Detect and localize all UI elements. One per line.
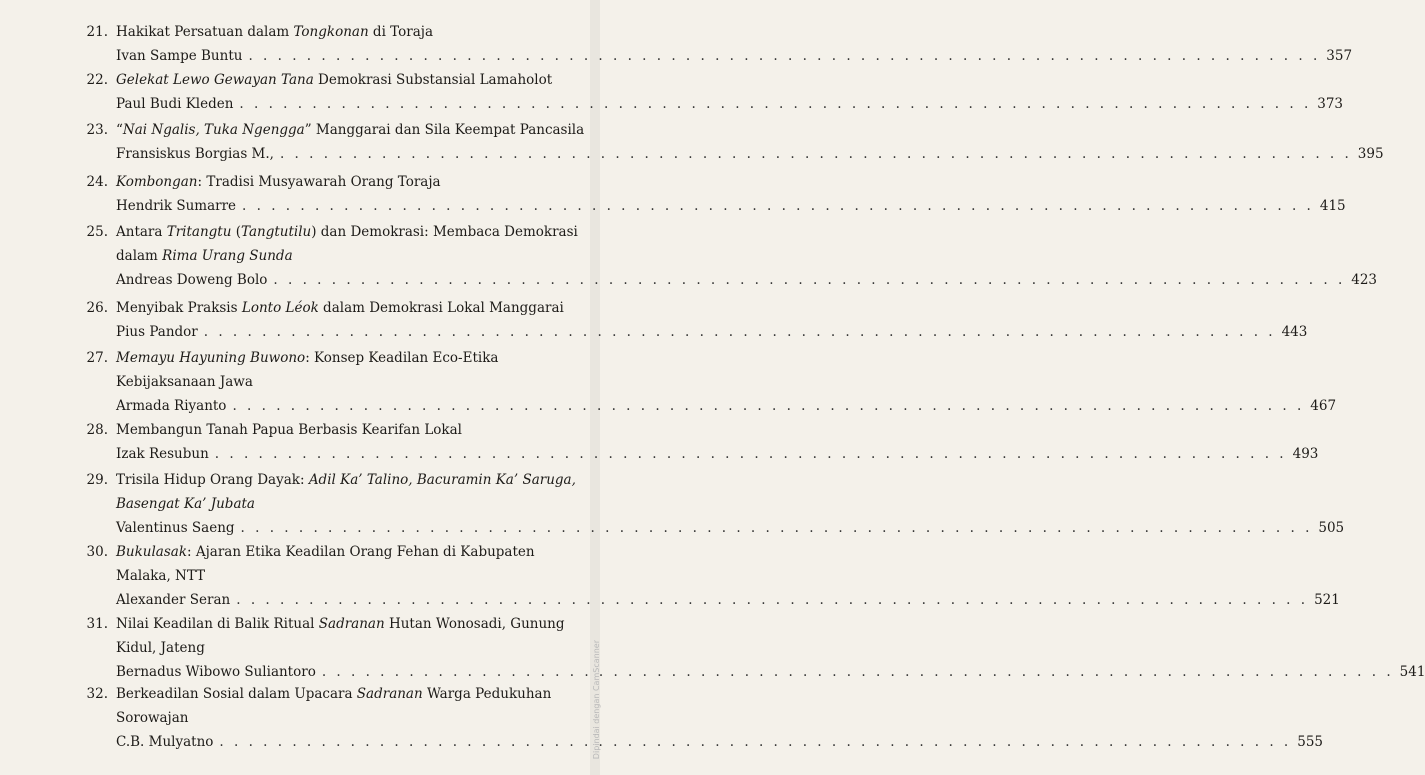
entry-author-line	[116, 660, 1425, 684]
author-name: C.B. Mulyatno	[116, 734, 214, 750]
page-number: 493	[1292, 446, 1319, 462]
page-number: 541	[1399, 664, 1425, 680]
page-number: 555	[1297, 734, 1324, 750]
entry-number: 27.	[86, 350, 108, 366]
page-number: 373	[1317, 96, 1344, 112]
entry-title-line: Gelekat Lewo Gewayan Tana Demokrasi Substansial Lamaholot	[116, 72, 553, 88]
entry-number: 24.	[86, 174, 108, 190]
entry-title-line-2: Malaka, NTT	[116, 568, 206, 584]
entry-title-line: Memayu Hayuning Buwono: Konsep Keadilan Eco-Etika	[116, 350, 499, 366]
entry-author-line	[116, 588, 1340, 612]
leader-dots	[215, 442, 1287, 466]
author-name: Fransiskus Borgias M.,	[116, 146, 274, 162]
entry-title-line-2: dalam Rima Urang Sunda	[116, 248, 293, 264]
entry-title-line: “Nai Ngalis, Tuka Ngengga” Manggarai dan Sila Keempat Pancasila	[116, 122, 585, 138]
author-name: Paul Budi Kleden	[116, 96, 234, 112]
entry-title-line-2: Kidul, Jateng	[116, 640, 205, 656]
entry-title-line: Menyibak Praksis Lonto Léok dalam Demokrasi Lokal Manggarai	[116, 300, 564, 316]
leader-dots	[242, 194, 1314, 218]
page-number: 467	[1310, 398, 1337, 414]
author-name: Izak Resubun	[116, 446, 209, 462]
entry-title-line: Trisila Hidup Orang Dayak: Adil Ka’ Talino, Bacuramin Ka’ Saruga,	[116, 472, 576, 488]
entry-number: 31.	[86, 616, 108, 632]
entry-title-line: Berkeadilan Sosial dalam Upacara Sadranan Warga Pedukuhan	[116, 686, 552, 702]
entry-author-line	[116, 92, 1344, 116]
entry-title-line: Membangun Tanah Papua Berbasis Kearifan Lokal	[116, 422, 462, 438]
page-number: 423	[1351, 272, 1378, 288]
author-name: Armada Riyanto	[116, 398, 227, 414]
page-number: 443	[1281, 324, 1308, 340]
author-name: Ivan Sampe Buntu	[116, 48, 243, 64]
entry-title-line: Antara Tritangtu (Tangtutilu) dan Demokrasi: Membaca Demokrasi	[116, 224, 578, 240]
leader-dots	[232, 394, 1304, 418]
leader-dots	[236, 588, 1308, 612]
entry-author-line	[116, 516, 1345, 540]
entry-author-line	[116, 142, 1384, 166]
author-name: Pius Pandor	[116, 324, 198, 340]
entry-number: 25.	[86, 224, 108, 240]
author-name: Alexander Seran	[116, 592, 231, 608]
leader-dots	[248, 44, 1320, 68]
entry-title-line-2: Sorowajan	[116, 710, 189, 726]
entry-title-line-2: Kebijaksanaan Jawa	[116, 374, 253, 390]
entry-number: 22.	[86, 72, 108, 88]
page-number: 415	[1319, 198, 1346, 214]
entry-title-line: Bukulasak: Ajaran Etika Keadilan Orang Fehan di Kabupaten	[116, 544, 535, 560]
entry-author-line	[116, 394, 1337, 418]
author-name: Hendrik Sumarre	[116, 198, 237, 214]
entry-number: 28.	[86, 422, 108, 438]
leader-dots	[219, 730, 1291, 754]
page-number: 357	[1326, 48, 1353, 64]
entry-number: 23.	[86, 122, 108, 138]
author-name: Andreas Doweng Bolo	[116, 272, 268, 288]
page-number: 521	[1314, 592, 1340, 608]
entry-title-line: Hakikat Persatuan dalam Tongkonan di Toraja	[116, 24, 434, 40]
entry-author-line	[116, 194, 1346, 218]
entry-author-line	[116, 44, 1353, 68]
leader-dots	[322, 660, 1394, 684]
entry-author-line	[116, 268, 1378, 292]
entry-number: 29.	[86, 472, 108, 488]
leader-dots	[273, 268, 1345, 292]
entry-author-line	[116, 442, 1319, 466]
entry-number: 30.	[86, 544, 108, 560]
leader-dots	[280, 142, 1352, 166]
page-number: 505	[1318, 520, 1345, 536]
entry-author-line	[116, 730, 1324, 754]
entry-number: 32.	[86, 686, 108, 702]
leader-dots	[239, 92, 1311, 116]
leader-dots	[241, 516, 1313, 540]
author-name: Valentinus Saeng	[116, 520, 235, 536]
leader-dots	[204, 320, 1276, 344]
entry-title-line: Kombongan: Tradisi Musyawarah Orang Toraja	[116, 174, 441, 190]
author-name: Bernadus Wibowo Suliantoro	[116, 664, 316, 680]
scanner-watermark: Dipindai dengan CamScanner	[592, 640, 601, 760]
entry-title-line-2: Basengat Ka’ Jubata	[116, 496, 255, 512]
entry-title-line: Nilai Keadilan di Balik Ritual Sadranan Hutan Wonosadi, Gunung	[116, 616, 565, 632]
entry-number: 21.	[86, 24, 108, 40]
entry-number: 26.	[86, 300, 108, 316]
entry-author-line	[116, 320, 1308, 344]
page-number: 395	[1357, 146, 1384, 162]
